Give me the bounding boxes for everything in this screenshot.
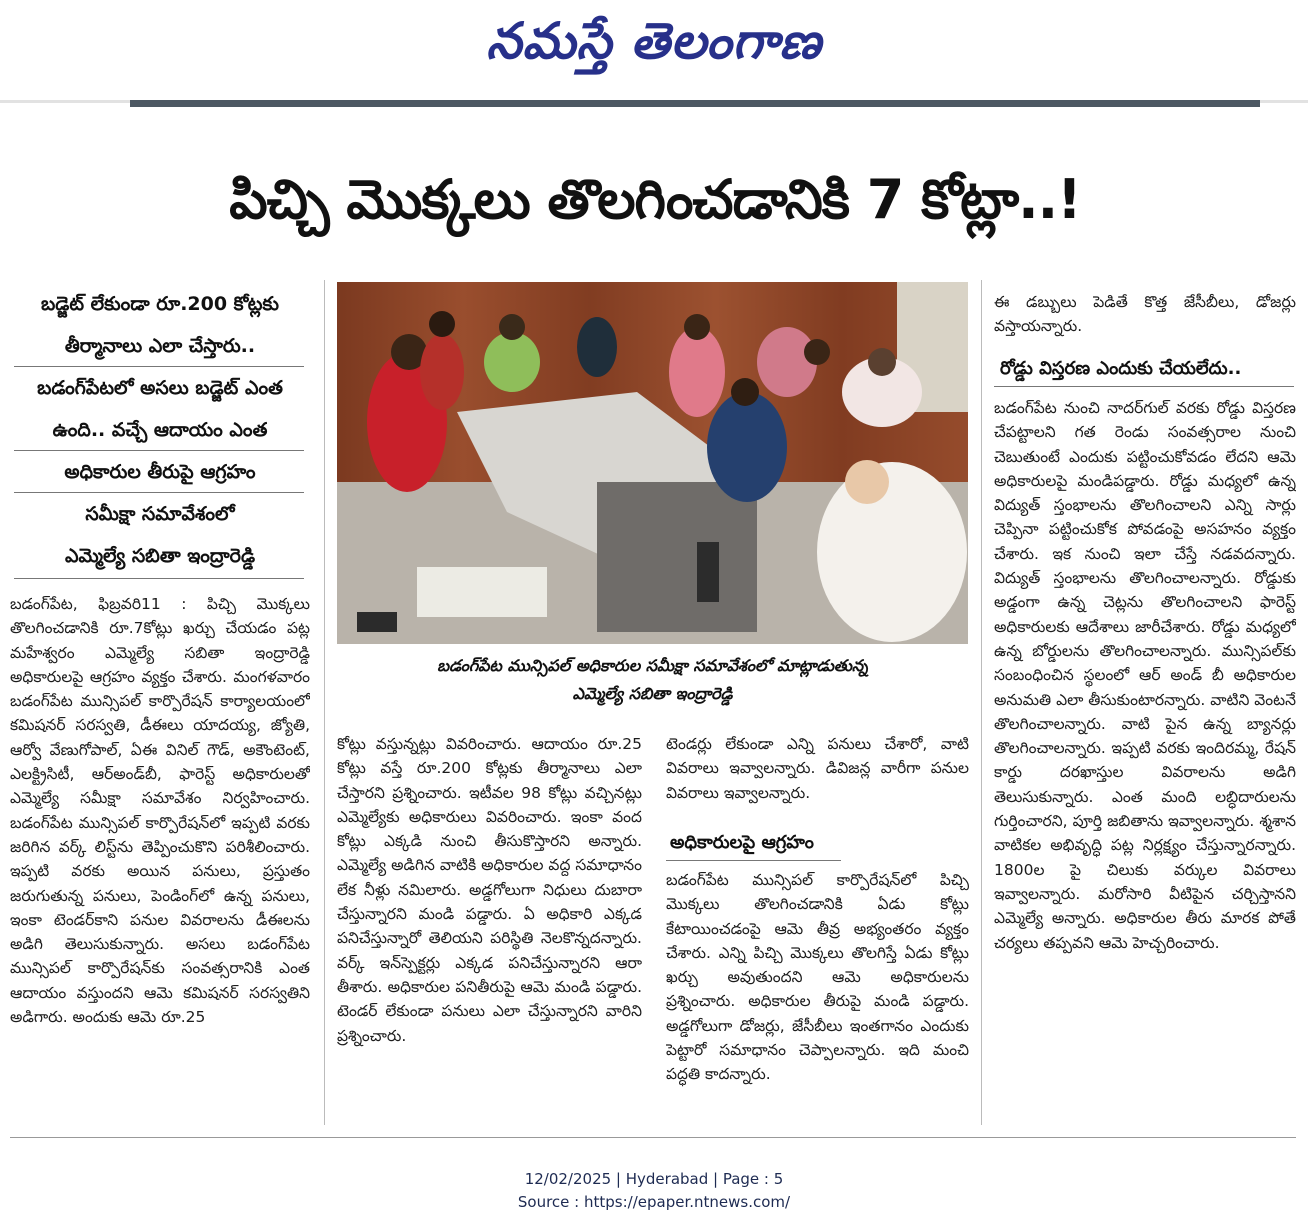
footer-dateline: 12/02/2025 | Hyderabad | Page : 5 <box>524 1170 784 1188</box>
section-heading-underline <box>994 386 1294 387</box>
column-divider <box>981 280 982 1125</box>
deck-line-1: బడ్జెట్ లేకుండా రూ.200 కోట్లకు <box>41 293 279 315</box>
article-column-2 <box>337 732 642 1122</box>
footer-source: Source : https://epaper.ntnews.com/ <box>517 1193 791 1211</box>
meeting-photo <box>337 282 968 644</box>
deck-line-6: సమీక్షా సమావేశంలో <box>85 503 235 525</box>
article-paragraph: కోట్లు వస్తున్నట్లు వివరించారు. ఆదాయం రూ.25 కోట్లు వస్తే రూ.200 కోట్లకు తీర్మానాలు ఎలా చేస్తారని ప్రశ్నించారు. ఇటీవల 98 కోట్లు వచ్చినట్లు ఎమ్మెల్యేకు అధికారులు వివరించారు. ఇంకా వంద కోట్లు ఎక్కడి నుంచి తీసుకొస్తారని అన్నారు. ఎమ్మెల్యే అడిగిన వాటికి అధికారుల వద్ద సమాధానం లేక నీళ్లు నమిలారు. అడ్డగోలుగా నిధులు దుబారా చేస్తున్నారని మండి పడ్డారు. ఏ అధికారి ఎక్కడ పనిచేస్తున్నారో తెలియని పరిస్థితి నెలకొన్నదన్నారు. వర్క్ ఇన్‌స్పెక్టర్లు ఎక్కడ పనిచేస్తున్నారని ఆరా తీశారు. అధికారుల పనితీరుపై ఆమె మండి పడ్డారు. టెండర్ లేకుండా పనులు ఎలా చేస్తున్నారని వారిని ప్రశ్నించారు. <box>337 735 642 1045</box>
masthead-logo: నమస్తే తెలంగాణ <box>486 12 822 70</box>
photo-caption-line-2: ఎమ్మెల్యే సబితా ఇంద్రారెడ్డి <box>572 684 733 703</box>
article-paragraph: బడంగ్‌పేట నుంచి నాదర్‌గుల్ వరకు రోడ్డు విస్తరణ చేపట్టాలని గత రెండు సంవత్సరాల నుంచి చెబుతుంటే ఎందుకు పట్టించుకోవడం లేదని ఆమె అధికారులపై మండిపడ్డారు. రోడ్డు మధ్యలో ఉన్న విద్యుత్ స్తంభాలను తొలగించాలని ఎన్ని సార్లు చెప్పినా పట్టించుకోక పోవడంపై అసహనం వ్యక్తం చేశారు. ఇక నుంచి ఇలా చేస్తే నడవదన్నారు. విద్యుత్ స్తంభాలను తొలగించాలన్నారు. రోడ్డుకు అడ్డంగా ఉన్న చెట్లను తొలగించాలని ఫారెస్ట్ అధికారులకు ఆదేశాలు జారీచేశారు. రోడ్డు మధ్యలో ఉన్న బోర్డులను తొలగించాలన్నారు. మున్సిపల్‌కు సంబంధించిన స్థలంలో ఆర్ అండ్ బీ అధికారుల అనుమతి ఎలా తీసుకుంటారన్నారు. వాటిని వెంటనే తొలగించాలన్నారు. వాటి పైన ఉన్న బ్యానర్లు తొలగించాలన్నారు. ఇప్పటి వరకు ఇందిరమ్మ, రేషన్ కార్డు దరఖాస్తుల వివరాలను అడిగి తెలుసుకున్నారు. ఎంత మంది లబ్ధిదారులను గుర్తించారని, పూర్తి జబితాను ఇవ్వాలన్నారు. శ్మశాన వాటికల అభివృద్ధి పట్ల నిర్లక్ష్యం చేస్తున్నారన్నారు. 1800ల పై చిలుకు వర్కుల వివరాలు ఇవ్వాలన్నారు. మరోసారి వీటిపైన చర్చిస్తానని ఎమ్మెల్యే అన్నారు. అధికారుల తీరు మారక పోతే చర్యలు తప్పవని ఆమె హెచ్చరించారు. <box>994 399 1296 952</box>
article-paragraph: బడంగ్‌పేట మున్సిపల్ కార్పొరేషన్‌లో పిచ్చి మొక్కలు తొలగించడానికి ఏడు కోట్లు కేటాయించడంపై ఆమె తీవ్ర అభ్యంతరం వ్యక్తం చేశారు. ఎన్ని పిచ్చి మొక్కలు తొలగిస్తే ఏడు కోట్లు ఖర్చు అవుతుందని ఆమె అధికారులను ప్రశ్నించారు. అధికారుల తీరుపై మండి పడ్డారు. అడ్డగోలుగా డోజర్లు, జేసీబీలు ఇంతగానం ఎందుకు పెట్టారో సమాధానం చెప్పాలన్నారు. ఇది మంచి పద్ధతి కాదన్నారు. <box>666 871 969 1084</box>
footer-rule <box>10 1137 1296 1138</box>
deck-divider <box>14 366 304 367</box>
article-paragraph: టెండర్లు లేకుండా ఎన్ని పనులు చేశారో, వాటి వివరాలు ఇవ్వాలన్నారు. డివిజన్ల వారీగా పనుల వివరాలు ఇవ్వాలన్నారు. <box>666 735 969 802</box>
photo-caption-line-1: బడంగ్‌పేట మున్సిపల్ అధికారుల సమీక్షా సమావేశంలో మాట్లాడుతున్న <box>437 656 868 675</box>
deck-divider <box>14 492 304 493</box>
deck-divider <box>14 578 304 579</box>
article-paragraph: బడంగ్‌పేట, ఫిబ్రవరి11 : పిచ్చి మొక్కలు తొలగించడానికి రూ.7కోట్లు ఖర్చు చేయడం పట్ల మహేశ్వరం ఎమ్మెల్యే సబితా ఇంద్రారెడ్డి అధికారులపై ఆగ్రహం వ్యక్తం చేశారు. మంగళవారం బడంగ్‌పేట మున్సిపల్ కార్పొరేషన్ కార్యాలయంలో కమిషనర్ సరస్వతి, డీఈలు యాదయ్య, జ్యోతి, ఆర్వో వేణుగోపాల్, ఏఈ వినిల్ గౌడ్, అకౌంటెంట్, ఎలక్ట్రిసిటీ, ఆర్అండ్‌బీ, ఫారెస్ట్ అధికారులతో ఎమ్మెల్యే సమీక్షా సమావేశం నిర్వహించారు. బడంగ్‌పేట మున్సిపల్ కార్పొరేషన్‌లో ఇప్పటి వరకు జరిగిన వర్క్ లిస్ట్‌ను తెప్పించుకొని పరిశీలించారు. ఇప్పటి వరకు అయిన పనులు, ప్రస్తుతం జరుగుతున్న పనులు, పెండింగ్‌లో ఉన్న పనులు, ఇంకా టెండర్‌కాని పనుల వివరాలను డీఈలను అడిగి తెలుసుకున్నారు. అసలు బడంగ్‌పేట మున్సిపల్ కార్పొరేషన్‌కు సంవత్సరానికి ఎంత ఆదాయం వస్తుందని ఆమె కమిషనర్ సరస్వతిని అడిగారు. అందుకు ఆమె రూ.25 <box>10 595 310 1027</box>
deck-line-2: తీర్మానాలు ఎలా చేస్తారు.. <box>64 335 256 357</box>
deck-line-4: ఉంది.. వచ్చే ఆదాయం ఎంత <box>52 419 268 441</box>
deck-line-7: ఎమ్మెల్యే సబితా ఇంద్రారెడ్డి <box>64 545 256 567</box>
deck-line-3: బడంగ్‌పేటలో అసలు బడ్జెట్ ఎంత <box>37 377 283 399</box>
section-heading-road: రోడ్డు విస్తరణ ఎందుకు చేయలేదు.. <box>1000 358 1242 379</box>
section-heading-underline <box>666 860 841 861</box>
article-column-4-top <box>994 290 1296 342</box>
meeting-photo-illustration <box>337 282 968 644</box>
deck-line-5: అధికారుల తీరుపై ఆగ్రహం <box>64 461 256 483</box>
column-divider <box>324 280 325 1125</box>
article-column-3 <box>666 868 969 1122</box>
masthead-bar <box>130 100 1260 107</box>
photo-caption <box>337 652 968 708</box>
headline: పిచ్చి మొక్కలు తొలగించడానికి 7 కోట్లా..! <box>229 168 1081 231</box>
article-column-3-top <box>666 732 969 808</box>
article-paragraph: ఈ డబ్బులు పెడితే కొత్త జేసీబీలు, డోజర్లు వస్తాయన్నారు. <box>994 293 1296 336</box>
article-column-4 <box>994 396 1296 1122</box>
article-column-1 <box>10 592 310 1122</box>
section-heading-officials: అధికారులపై ఆగ్రహం <box>670 832 814 853</box>
deck-divider <box>14 450 304 451</box>
